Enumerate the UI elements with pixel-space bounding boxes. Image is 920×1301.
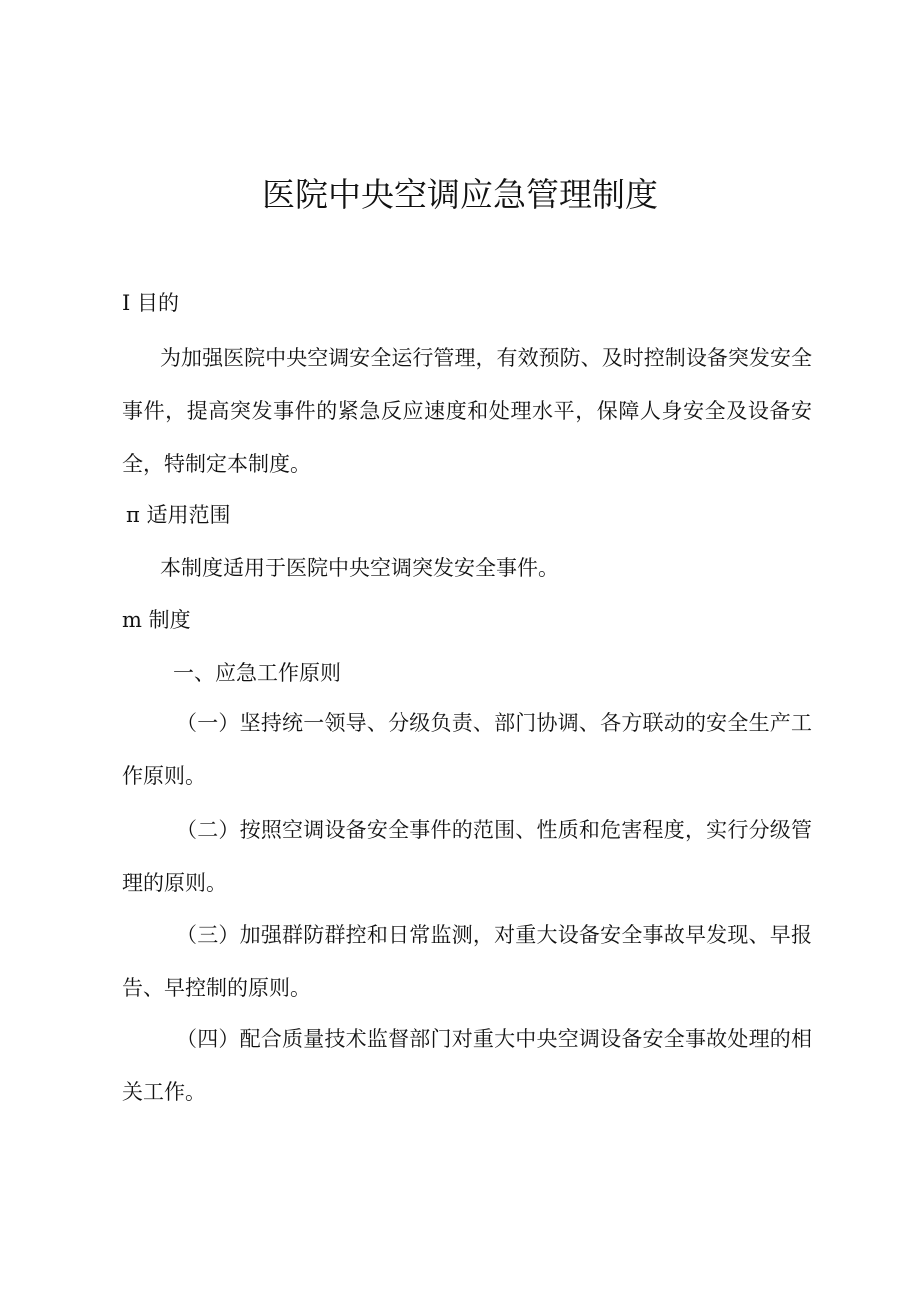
paragraph-purpose: 为加强医院中央空调安全运行管理，有效预防、及时控制设备突发安全事件，提高突发事件的紧急反应速度和处理水平，保障人身安全及设备安全，特制定本制度。 (122, 346, 812, 476)
paragraph-scope: 本制度适用于医院中央空调突发安全事件。 (160, 556, 559, 580)
principle-item-3: （三）加强群防群控和日常监测，对重大设备安全事故早发现、早报告、早控制的原则。 (122, 923, 812, 1000)
document-title: 医院中央空调应急管理制度 (262, 175, 658, 214)
principle-item-4: （四）配合质量技术监督部门对重大中央空调设备安全事故处理的相关工作。 (122, 1027, 812, 1104)
principle-item-2: （二）按照空调设备安全事件的范围、性质和危害程度，实行分级管理的原则。 (122, 818, 812, 895)
section-heading-scope: π 适用范围 (126, 503, 231, 527)
section-heading-purpose: I 目的 (122, 291, 179, 315)
principle-item-1: （一）坚持统一领导、分级负责、部门协调、各方联动的安全生产工作原则。 (122, 711, 812, 788)
section-heading-policy: m 制度 (122, 608, 191, 632)
subsection-heading-principles: 一、应急工作原则 (173, 661, 341, 685)
